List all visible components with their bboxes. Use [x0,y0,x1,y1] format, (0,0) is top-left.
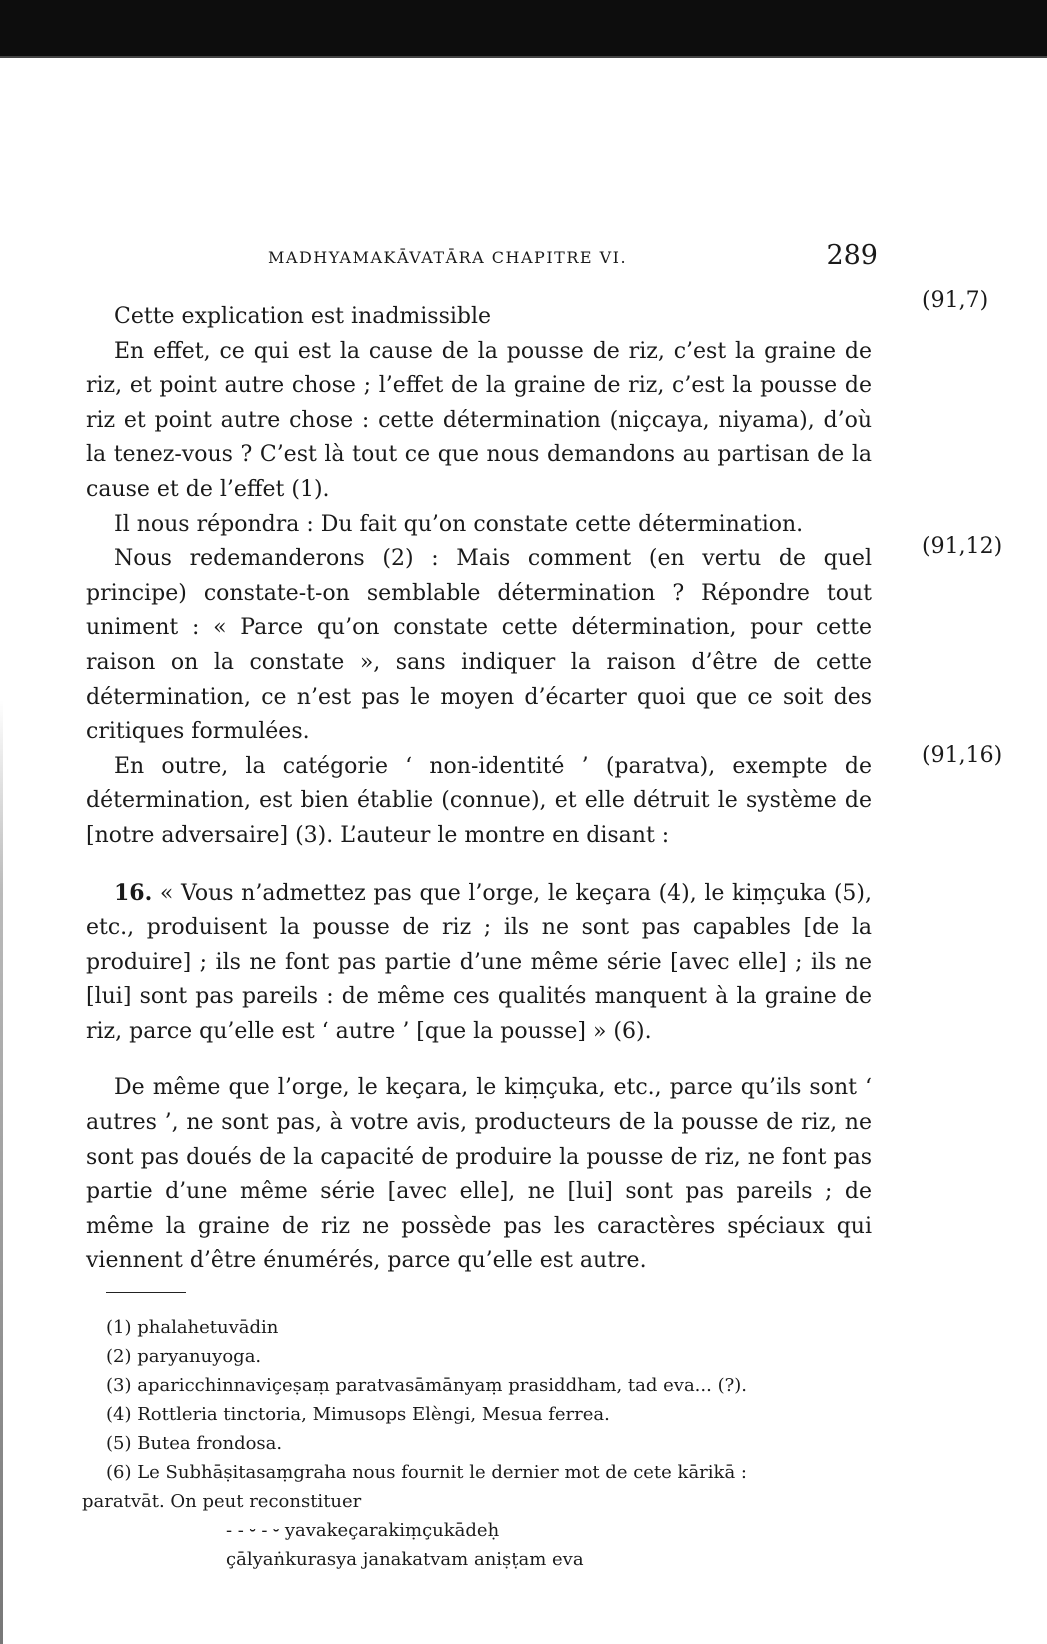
verse-text: « Vous n’admettez pas que l’orge, le keçara (4), le kiṃçuka (5), etc., produisent la pousse de riz ; ils ne sont pas capables [de la produire] ; ils ne font pas partie d’une même série [avec elle] ; ils ne [lui] sont pas pareils : de même ces qualités manquent à la graine de riz, parce qu’elle est ‘ autre ’ [que la pousse] » (6). [86,880,872,1044]
footnote: (4) Rottleria tinctoria, Mimusops Elèngi, Mesua ferrea. [106,1404,610,1425]
footnote-verse-line: çālyaṅkurasya janakatvam aniṣṭam eva [226,1549,584,1570]
scan-edge [0,700,3,1644]
footnote-verse-line: - - ⏑ - ⏑ yavakeçarakiṃçukādeḥ [226,1520,500,1541]
margin-ref: (91,16) [922,743,1003,768]
footnote-divider [106,1292,186,1293]
paragraph: Il nous répondra : Du fait qu’on constate cette détermination. [114,511,804,537]
footnote: (1) phalahetuvādin [106,1317,279,1338]
page-header [268,240,878,280]
scan-top-bar [0,0,1047,58]
margin-ref: (91,12) [922,534,1003,559]
main-text [86,300,872,1279]
paragraph: De même que l’orge, le keçara, le kiṃçuka, etc., parce qu’ils sont ‘ autres ’, ne sont pas, à votre avis, producteurs de la pousse de riz, ne sont pas doués de la capacité de produire la pousse de riz, ne font pas partie d’une même série [avec elle], ne [lui] sont pas pareils ; de même la graine de riz ne possède pas les caractères spéciaux qui viennent d’être énumérés, parce qu’elle est autre. [86,1075,872,1274]
paragraph: Nous redemanderons (2) : Mais comment (en vertu de quel principe) constate-t-on semblable détermination ? Répondre tout uniment : « Parce qu’on constate cette détermination, pour cette raison on la constate », sans indiquer la raison d’être de cette détermination, ce n’est pas le moyen d’écarter quoi que ce soit des critiques formulées. [86,546,872,745]
page-number: 289 [826,240,878,271]
running-title: MADHYAMAKĀVATĀRA CHAPITRE VI. [268,248,628,267]
verse-paragraph [86,876,872,1050]
footnote: (3) aparicchinnaviçeṣaṃ paratvasāmānyaṃ prasiddham, tad eva... (?). [106,1375,747,1396]
verse-number: 16. [114,879,153,906]
footnote-continuation: paratvāt. On peut reconstituer [82,1491,362,1512]
paragraph: En effet, ce qui est la cause de la pousse de riz, c’est la graine de riz, et point autre chose ; l’effet de la graine de riz, c’est la pousse de riz et point autre chose : cette détermination (niçcaya, niyama), d’où la tenez-vous ? C’est là tout ce que nous demandons au partisan de la cause et de l’effet (1). [86,338,872,502]
footnotes [82,1292,882,1574]
footnote: (2) paryanuyoga. [106,1346,262,1367]
paragraph: En outre, la catégorie ‘ non-identité ’ (paratva), exempte de détermination, est bien établie (connue), et elle détruit le système de [notre adversaire] (3). L’auteur le montre en disant : [86,753,872,848]
margin-ref: (91,7) [922,288,989,313]
footnote: (6) Le Subhāṣitasaṃgraha nous fournit le dernier mot de cete kārikā : [106,1462,747,1483]
footnote: (5) Butea frondosa. [106,1433,283,1454]
paragraph: Cette explication est inadmissible [114,304,492,329]
